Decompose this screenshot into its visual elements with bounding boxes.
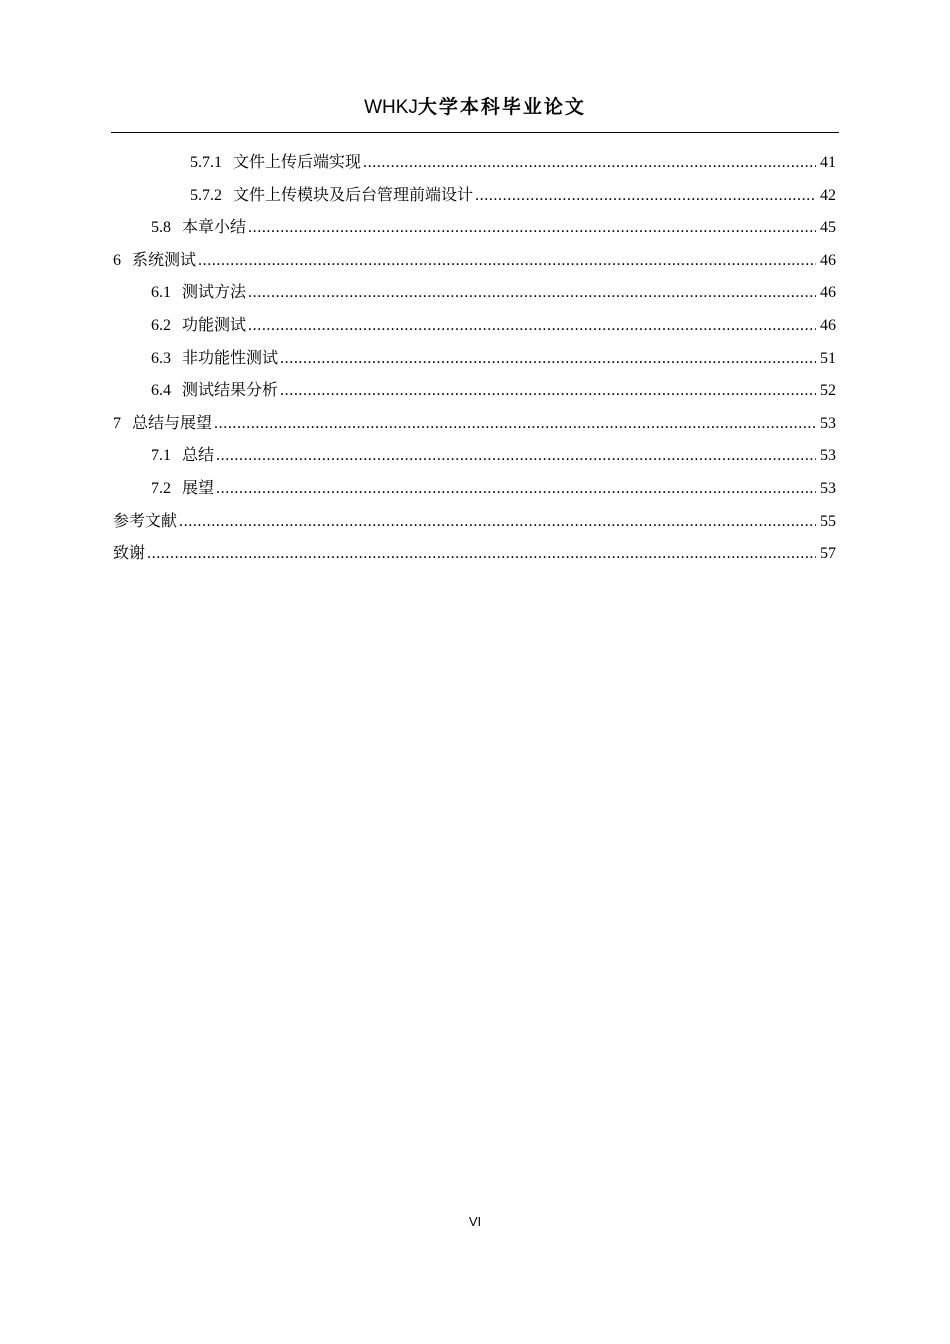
toc-entry-page: 46 bbox=[820, 251, 836, 269]
toc-entry-number: 5.7.2 bbox=[190, 186, 222, 204]
toc-entry[interactable] bbox=[113, 211, 836, 244]
toc-entry[interactable] bbox=[113, 276, 836, 309]
toc-entry[interactable] bbox=[113, 537, 836, 570]
table-of-contents bbox=[113, 146, 836, 570]
toc-entry-title: 非功能性测试 bbox=[182, 347, 279, 367]
toc-entry-title: 展望 bbox=[182, 477, 215, 497]
toc-entry-number: 6.2 bbox=[151, 316, 171, 334]
toc-entry-page: 53 bbox=[820, 447, 836, 465]
toc-entry-number: 6.4 bbox=[151, 382, 171, 400]
header-university-code: WHKJ bbox=[364, 97, 418, 118]
toc-entry[interactable] bbox=[113, 374, 836, 407]
toc-entry-page: 53 bbox=[820, 479, 836, 497]
toc-dot-leader bbox=[363, 147, 816, 179]
toc-entry-title: 本章小结 bbox=[182, 217, 247, 237]
toc-entry-title: 致谢 bbox=[113, 543, 146, 563]
toc-dot-leader bbox=[198, 245, 816, 277]
toc-entry-page: 51 bbox=[820, 349, 836, 367]
toc-dot-leader bbox=[248, 310, 816, 342]
toc-entry-number: 5.8 bbox=[151, 219, 171, 237]
toc-dot-leader bbox=[280, 343, 816, 375]
toc-entry[interactable] bbox=[113, 505, 836, 538]
toc-entry[interactable] bbox=[113, 179, 836, 212]
toc-entry-title: 系统测试 bbox=[132, 249, 197, 269]
toc-entry-title: 测试结果分析 bbox=[182, 380, 279, 400]
toc-entry[interactable] bbox=[113, 342, 836, 375]
toc-dot-leader bbox=[216, 473, 816, 505]
toc-entry-title: 测试方法 bbox=[182, 282, 247, 302]
toc-dot-leader bbox=[248, 212, 816, 244]
toc-entry-page: 55 bbox=[820, 512, 836, 530]
toc-entry-title: 参考文献 bbox=[113, 510, 178, 530]
toc-entry-number: 5.7.1 bbox=[190, 154, 222, 171]
toc-entry-title: 总结与展望 bbox=[132, 412, 213, 432]
toc-entry-number: 6.3 bbox=[151, 349, 171, 367]
toc-dot-leader bbox=[248, 277, 816, 309]
toc-entry-title: 文件上传模块及后台管理前端设计 bbox=[233, 184, 474, 204]
toc-entry-number: 7.2 bbox=[151, 479, 171, 497]
toc-dot-leader bbox=[475, 180, 816, 212]
toc-entry-title: 文件上传后端实现 bbox=[233, 152, 362, 171]
toc-dot-leader bbox=[214, 408, 816, 440]
toc-entry-title: 功能测试 bbox=[182, 314, 247, 334]
page-number: VI bbox=[468, 1214, 482, 1229]
toc-entry[interactable] bbox=[113, 146, 836, 179]
toc-entry[interactable] bbox=[113, 472, 836, 505]
toc-dot-leader bbox=[179, 506, 816, 538]
toc-entry[interactable] bbox=[113, 309, 836, 342]
header-thesis-title: 大学本科毕业论文 bbox=[417, 96, 586, 118]
toc-entry-page: 46 bbox=[820, 316, 836, 334]
header-divider bbox=[111, 132, 839, 133]
toc-entry-page: 46 bbox=[820, 284, 836, 302]
toc-dot-leader bbox=[147, 538, 816, 570]
toc-entry-title: 总结 bbox=[182, 445, 215, 465]
toc-entry-page: 57 bbox=[820, 545, 836, 563]
toc-entry-page: 42 bbox=[820, 186, 836, 204]
toc-entry-number: 7 bbox=[113, 414, 121, 432]
toc-entry[interactable] bbox=[113, 407, 836, 440]
toc-entry-page: 52 bbox=[820, 382, 836, 400]
toc-entry-page: 53 bbox=[820, 414, 836, 432]
toc-entry-page: 45 bbox=[820, 219, 836, 237]
toc-dot-leader bbox=[280, 375, 816, 407]
toc-entry-number: 6 bbox=[113, 251, 121, 269]
toc-dot-leader bbox=[216, 440, 816, 472]
toc-entry-page: 41 bbox=[820, 154, 836, 171]
toc-entry[interactable] bbox=[113, 439, 836, 472]
toc-entry-number: 7.1 bbox=[151, 447, 171, 465]
toc-entry[interactable] bbox=[113, 244, 836, 277]
page-header bbox=[111, 92, 839, 122]
toc-entry-number: 6.1 bbox=[151, 284, 171, 302]
